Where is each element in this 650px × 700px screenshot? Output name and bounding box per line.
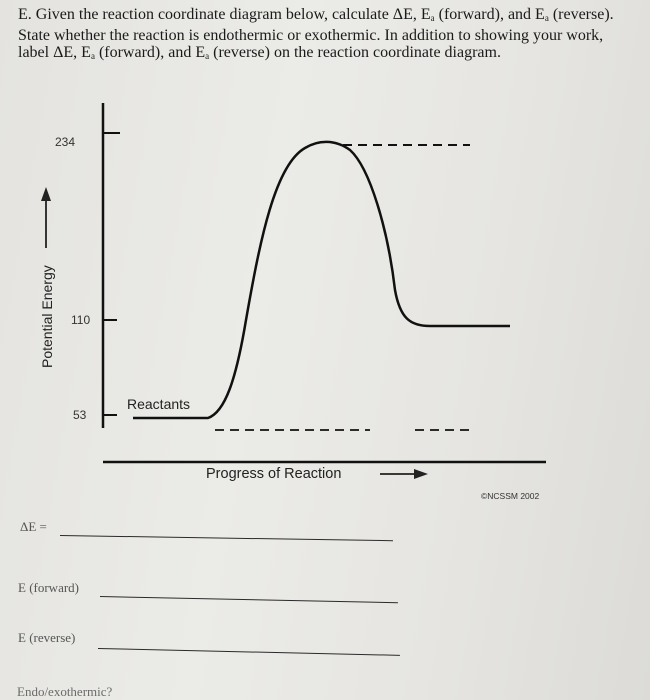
y-axis-label: Potential Energy	[39, 265, 55, 368]
question-line-2: State whether the reaction is endothermic or exothermic. In addition to showing your work,	[18, 27, 604, 44]
y-tick-label: 53	[73, 408, 87, 422]
energy-curve	[133, 142, 510, 418]
reactants-label: Reactants	[127, 396, 191, 412]
question-line-3: label ΔE, $E_a$ (forward), and $E_a$ (reverse) on the reaction coordinate diagram.	[18, 44, 501, 61]
copyright-credit: ©NCSSM 2002	[481, 491, 540, 501]
delta-e-label: ΔE =	[20, 519, 47, 534]
x-axis-arrow-head	[414, 469, 428, 479]
x-axis-label: Progress of Reaction	[206, 466, 342, 482]
ea-forward-label: E (forward)	[18, 580, 79, 595]
endo-exo-label: Endo/exothermic?	[17, 684, 113, 699]
y-tick-label: 234	[55, 135, 76, 149]
ea-reverse-label: E (reverse)	[18, 630, 76, 645]
y-axis-arrow-head	[41, 187, 51, 201]
y-tick-label: 110	[71, 313, 91, 327]
question-line-1: E. Given the reaction coordinate diagram below, calculate ΔE, $E_a$ (forward), and $E_a$ (reverse).	[18, 6, 614, 23]
